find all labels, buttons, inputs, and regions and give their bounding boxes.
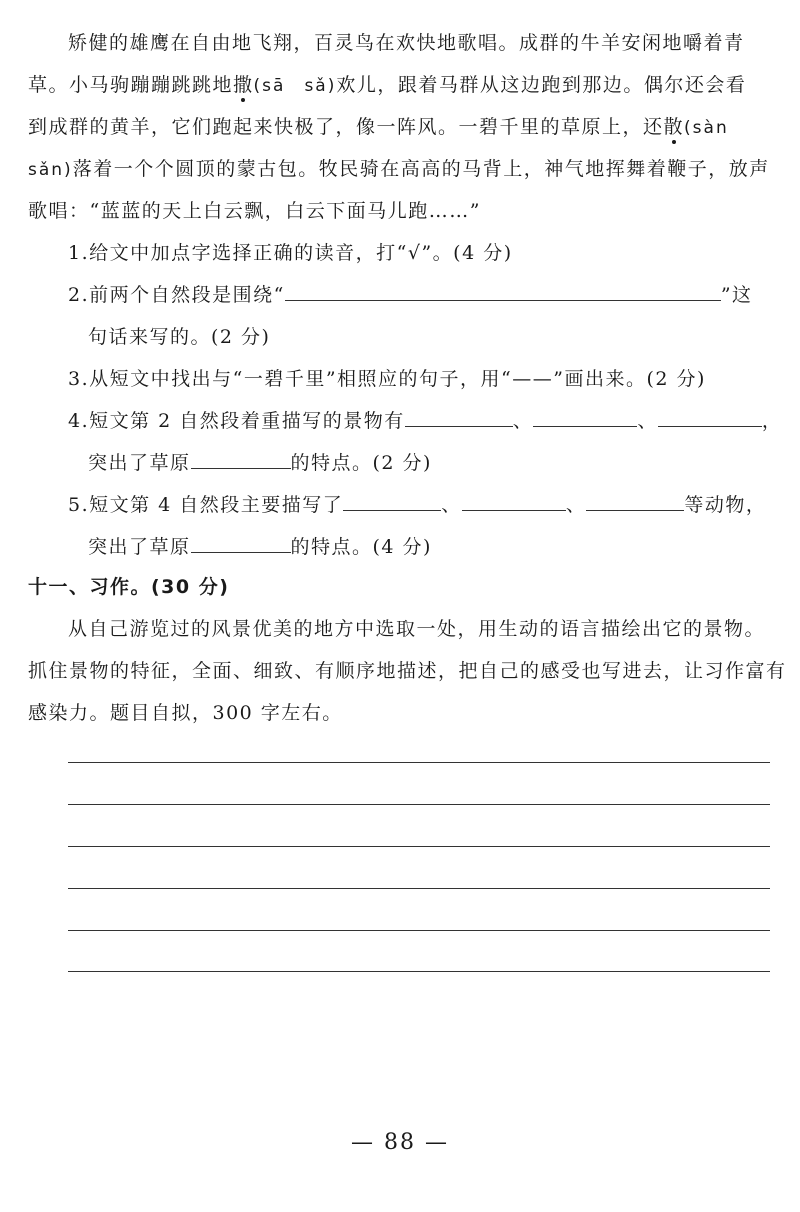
question-text: 的特点。(4 分) [290, 536, 432, 558]
passage-line-3 [28, 113, 778, 142]
writing-line[interactable] [68, 888, 770, 889]
section-11-paragraph-3 [28, 699, 778, 727]
section-11-paragraph-1 [68, 615, 800, 643]
passage-line-5 [28, 197, 778, 225]
passage-text: 欢儿，跟着马群从这边跑到那边。偶尔还会看 [336, 74, 747, 96]
section-11-title [28, 573, 778, 601]
passage-line-4 [28, 155, 778, 184]
answer-blank[interactable] [405, 408, 513, 427]
answer-blank[interactable] [191, 534, 291, 553]
passage-line-2 [28, 71, 778, 100]
answer-blank[interactable] [462, 492, 566, 511]
question-text: 的特点。(2 分) [290, 452, 432, 474]
question-4 [68, 407, 800, 435]
question-2 [68, 281, 800, 309]
answer-blank[interactable] [658, 408, 762, 427]
separator: 、 [441, 494, 462, 516]
passage-text: 到成群的黄羊，它们跑起来快极了，像一阵风。一碧千里的草原上，还 [28, 116, 664, 138]
writing-line[interactable] [68, 846, 770, 847]
answer-blank[interactable] [191, 450, 291, 469]
passage-line-1 [68, 29, 800, 57]
passage-text: 落着一个个圆顶的蒙古包。牧民骑在高高的马背上，神气地挥舞着鞭子，放声 [72, 158, 770, 180]
separator: 、 [637, 410, 658, 432]
question-text: 突出了草原 [88, 536, 191, 558]
answer-blank[interactable] [586, 492, 684, 511]
question-2-cont [88, 323, 800, 351]
separator: 、 [512, 410, 534, 432]
question-text: 句话来写的。(2 分) [88, 326, 271, 348]
section-heading: 十一、习作。(30 分) [28, 576, 230, 598]
question-3 [68, 365, 800, 393]
answer-blank[interactable] [533, 408, 637, 427]
section-11-paragraph-2 [28, 657, 787, 685]
question-text: 2.前两个自然段是围绕“ [68, 284, 285, 306]
passage-text: 歌唱：“蓝蓝的天上白云飘，白云下面马儿跑……” [28, 200, 481, 222]
answer-blank[interactable] [285, 282, 721, 301]
question-text: 3.从短文中找出与“一碧千里”相照应的句子，用“——”画出来。(2 分) [68, 368, 706, 390]
pinyin-options: (sā sǎ) [253, 76, 337, 96]
dotted-character: 撒 [233, 71, 254, 99]
question-4-cont [88, 449, 800, 477]
writing-line[interactable] [68, 930, 770, 931]
pinyin-options: (sàn [684, 118, 729, 138]
answer-blank[interactable] [343, 492, 441, 511]
writing-line[interactable] [68, 971, 770, 972]
question-5 [68, 491, 800, 519]
separator: ， [761, 410, 783, 432]
question-5-cont [88, 533, 800, 561]
passage-text: 草。小马驹蹦蹦跳跳地 [28, 74, 234, 96]
question-text: 5.短文第 4 自然段主要描写了 [68, 494, 344, 516]
question-text: 1.给文中加点字选择正确的读音，打“√”。(4 分) [68, 242, 513, 264]
instruction-text: 感染力。题目自拟，300 字左右。 [28, 702, 343, 724]
question-1 [68, 239, 800, 267]
passage-text: 矫健的雄鹰在自由地飞翔，百灵鸟在欢快地歌唱。成群的牛羊安闲地嚼着青 [68, 32, 745, 54]
writing-line[interactable] [68, 762, 770, 763]
instruction-text: 抓住景物的特征，全面、细致、有顺序地描述，把自己的感受也写进去，让习作富有 [28, 660, 787, 682]
question-text: 突出了草原 [88, 452, 191, 474]
page-number: — 88 — [351, 1130, 449, 1155]
question-text: 4.短文第 2 自然段着重描写的景物有 [68, 410, 405, 432]
dotted-character: 散 [664, 113, 685, 141]
pinyin-options: sǎn) [28, 160, 73, 180]
writing-line[interactable] [68, 804, 770, 805]
question-text: 等动物， [684, 494, 767, 516]
instruction-text: 从自己游览过的风景优美的地方中选取一处，用生动的语言描绘出它的景物。 [68, 618, 766, 640]
separator: 、 [565, 494, 587, 516]
question-text: ”这 [720, 284, 753, 306]
